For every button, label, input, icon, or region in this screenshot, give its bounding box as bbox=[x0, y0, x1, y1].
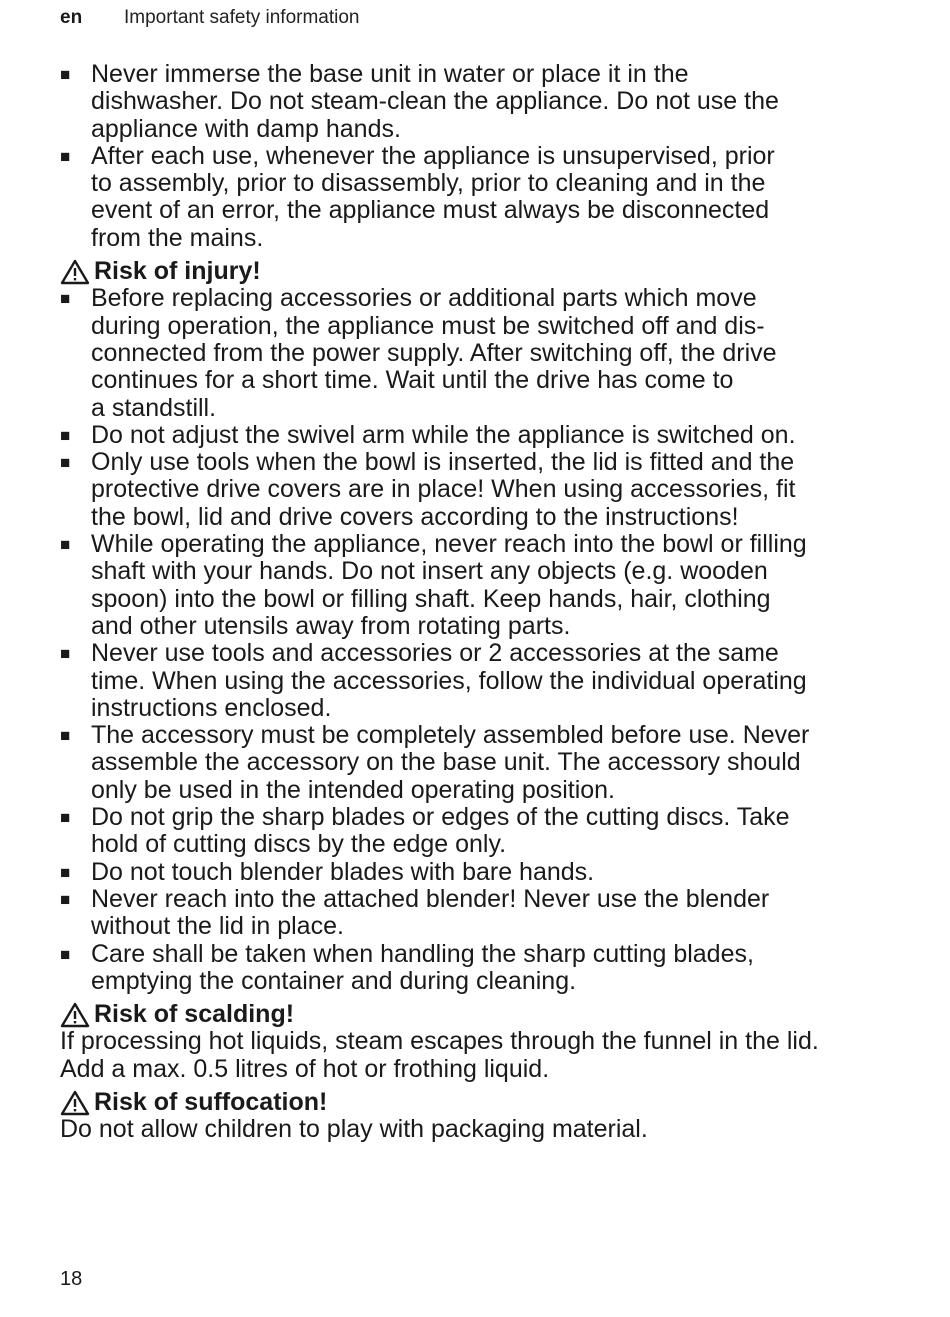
warning-triangle-icon bbox=[60, 258, 94, 285]
bullet-icon: ■ bbox=[60, 862, 71, 882]
list-item-text bbox=[91, 722, 890, 804]
list-item bbox=[60, 449, 890, 531]
list-item-line: during operation, the appliance must be switched off and dis- bbox=[91, 311, 765, 340]
list-item-text bbox=[91, 143, 890, 252]
list-item-line: Do not touch blender blades with bare hands. bbox=[91, 857, 595, 886]
paragraph-line: Do not allow children to play with packaging material. bbox=[60, 1115, 648, 1144]
warning-triangle-icon bbox=[60, 1089, 94, 1116]
list-item-line: shaft with your hands. Do not insert any objects (e.g. wooden bbox=[91, 557, 768, 586]
list-item-text bbox=[91, 422, 890, 449]
list-item-line: from the mains. bbox=[91, 223, 264, 252]
safety-content bbox=[60, 61, 890, 1144]
bullet-icon: ■ bbox=[60, 453, 71, 473]
list-item bbox=[60, 422, 890, 449]
bullet-icon: ■ bbox=[60, 889, 71, 909]
language-code: en bbox=[60, 7, 83, 28]
scalding-heading-text: Risk of scalding! bbox=[94, 1000, 295, 1029]
list-item bbox=[60, 285, 890, 421]
list-item-line: spoon) into the bowl or filling shaft. Keep hands, hair, clothing bbox=[91, 584, 771, 613]
bullet-icon: ■ bbox=[60, 65, 71, 84]
list-item-line: appliance with damp hands. bbox=[91, 114, 401, 143]
suffocation-heading-text: Risk of suffocation! bbox=[94, 1087, 328, 1116]
list-item-line: time. When using the accessories, follow the individual operating bbox=[91, 666, 807, 695]
list-item-text bbox=[91, 449, 890, 531]
list-item-line: dishwasher. Do not steam-clean the appliance. Do not use the bbox=[91, 87, 779, 116]
list-item bbox=[60, 640, 890, 722]
list-item bbox=[60, 886, 890, 941]
scalding-paragraph bbox=[60, 1028, 890, 1083]
paragraph-line: If processing hot liquids, steam escapes through the funnel in the lid. bbox=[60, 1027, 819, 1056]
list-item-text bbox=[91, 941, 890, 996]
paragraph-line: Add a max. 0.5 litres of hot or frothing liquid. bbox=[60, 1054, 550, 1083]
list-item bbox=[60, 941, 890, 996]
list-item-line: Do not adjust the swivel arm while the appliance is switched on. bbox=[91, 420, 796, 449]
list-item-line: emptying the container and during cleaning. bbox=[91, 966, 577, 995]
list-item-text bbox=[91, 886, 890, 941]
list-item-text bbox=[91, 859, 890, 886]
bullet-icon: ■ bbox=[60, 289, 71, 309]
list-item-line: protective drive covers are in place! When using accessories, fit bbox=[91, 475, 796, 504]
list-item bbox=[60, 722, 890, 804]
list-item-line: Care shall be taken when handling the sharp cutting blades, bbox=[91, 939, 754, 968]
list-item-line: connected from the power supply. After switching off, the drive bbox=[91, 338, 777, 367]
list-item-text bbox=[91, 61, 890, 143]
list-item-line: Never immerse the base unit in water or place it in the bbox=[91, 60, 689, 88]
list-item-line: instructions enclosed. bbox=[91, 693, 332, 722]
list-item bbox=[60, 143, 890, 252]
list-item-line: While operating the appliance, never reach into the bowl or filling bbox=[91, 530, 807, 559]
list-item-line: Before replacing accessories or additional parts which move bbox=[91, 284, 757, 313]
list-item bbox=[60, 804, 890, 859]
list-item-text bbox=[91, 640, 890, 722]
intro-list bbox=[60, 61, 890, 252]
list-item-line: to assembly, prior to disassembly, prior to cleaning and in the bbox=[91, 169, 766, 198]
list-item-line: a standstill. bbox=[91, 393, 217, 422]
list-item-line: After each use, whenever the appliance is unsupervised, prior bbox=[91, 141, 775, 170]
list-item-line: only be used in the intended operating position. bbox=[91, 775, 615, 804]
list-item-line: The accessory must be completely assembled before use. Never bbox=[91, 721, 810, 750]
list-item bbox=[60, 61, 890, 143]
scalding-heading bbox=[60, 1001, 890, 1028]
injury-list bbox=[60, 285, 890, 995]
page-number: 18 bbox=[60, 1268, 83, 1290]
list-item-line: Only use tools when the bowl is inserted, the lid is fitted and the bbox=[91, 448, 795, 477]
bullet-icon: ■ bbox=[60, 425, 71, 445]
injury-heading bbox=[60, 258, 890, 285]
list-item-text bbox=[91, 531, 890, 640]
bullet-icon: ■ bbox=[60, 726, 71, 746]
list-item-text bbox=[91, 804, 890, 859]
list-item-line: event of an error, the appliance must always be disconnected bbox=[91, 196, 770, 225]
suffocation-heading bbox=[60, 1089, 890, 1116]
bullet-icon: ■ bbox=[60, 944, 71, 964]
bullet-icon: ■ bbox=[60, 644, 71, 664]
warning-triangle-icon bbox=[60, 1001, 94, 1028]
list-item bbox=[60, 859, 890, 886]
list-item-line: and other utensils away from rotating parts. bbox=[91, 611, 571, 640]
list-item-text bbox=[91, 285, 890, 421]
list-item-line: the bowl, lid and drive covers according to the instructions! bbox=[91, 502, 739, 531]
list-item-line: continues for a short time. Wait until the drive has come to bbox=[91, 366, 734, 395]
suffocation-paragraph bbox=[60, 1116, 890, 1143]
list-item-line: Do not grip the sharp blades or edges of the cutting discs. Take bbox=[91, 803, 790, 832]
bullet-icon: ■ bbox=[60, 535, 71, 555]
list-item-line: Never use tools and accessories or 2 accessories at the same bbox=[91, 639, 779, 668]
list-item-line: without the lid in place. bbox=[91, 912, 344, 941]
list-item-line: assemble the accessory on the base unit. The accessory should bbox=[91, 748, 801, 777]
injury-heading-text: Risk of injury! bbox=[94, 257, 261, 286]
bullet-icon: ■ bbox=[60, 146, 71, 166]
list-item-line: hold of cutting discs by the edge only. bbox=[91, 830, 507, 859]
list-item bbox=[60, 531, 890, 640]
bullet-icon: ■ bbox=[60, 808, 71, 828]
list-item-line: Never reach into the attached blender! Never use the blender bbox=[91, 884, 770, 913]
section-title: Important safety information bbox=[124, 7, 360, 28]
page-header bbox=[60, 7, 360, 29]
